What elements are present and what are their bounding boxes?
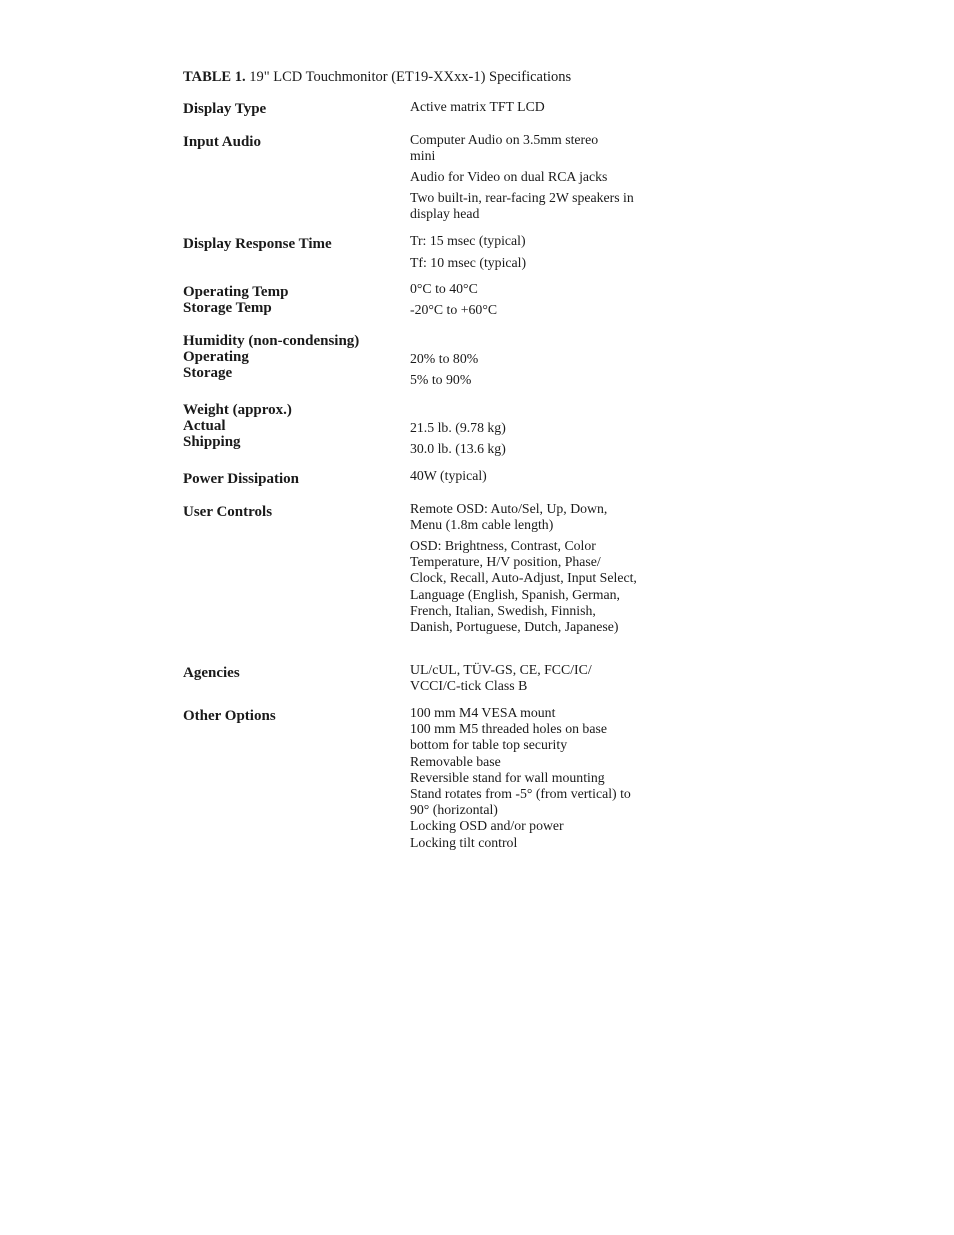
label-storage-temp: Storage Temp xyxy=(183,300,272,316)
value-response-tr: Tr: 15 msec (typical) xyxy=(410,233,526,248)
value-input-audio-computer: Computer Audio on 3.5mm stereo mini xyxy=(410,132,599,164)
other-option-item: 100 mm M5 threaded holes on base bottom for table top security xyxy=(410,721,607,753)
value-operating-temp: 0°C to 40°C xyxy=(410,281,478,296)
value-humidity-storage: 5% to 90% xyxy=(410,372,472,387)
table-caption xyxy=(183,69,571,86)
label-weight: Weight (approx.) xyxy=(183,402,292,418)
value-power-dissipation: 40W (typical) xyxy=(410,468,487,483)
label-other-options: Other Options xyxy=(183,708,276,724)
other-option-item: Locking OSD and/or power xyxy=(410,818,564,834)
value-weight-actual: 21.5 lb. (9.78 kg) xyxy=(410,420,506,435)
other-option-item: Locking tilt control xyxy=(410,834,518,850)
table-caption-text: 19" LCD Touchmonitor (ET19-XXxx-1) Specifications xyxy=(249,69,572,85)
label-power-dissipation: Power Dissipation xyxy=(183,471,299,487)
value-response-tf: Tf: 10 msec (typical) xyxy=(410,255,527,270)
value-input-audio-video: Audio for Video on dual RCA jacks xyxy=(410,169,608,184)
value-display-type: Active matrix TFT LCD xyxy=(410,99,545,114)
value-user-controls-remote: Remote OSD: Auto/Sel, Up, Down, Menu (1.8m cable length) xyxy=(410,501,608,533)
label-display-type: Display Type xyxy=(183,101,267,117)
value-input-audio-speakers: Two built-in, rear-facing 2W speakers in display head xyxy=(410,190,634,222)
label-weight-shipping: Shipping xyxy=(183,434,241,450)
label-display-response-time: Display Response Time xyxy=(183,236,332,252)
label-user-controls: User Controls xyxy=(183,504,273,520)
other-option-item: Stand rotates from -5° (from vertical) to 90° (horizontal) xyxy=(410,786,631,818)
value-weight-shipping: 30.0 lb. (13.6 kg) xyxy=(410,441,506,456)
value-humidity-operating: 20% to 80% xyxy=(410,351,479,366)
label-input-audio: Input Audio xyxy=(183,134,261,150)
label-operating-temp: Operating Temp xyxy=(183,284,289,300)
label-weight-actual: Actual xyxy=(183,418,226,434)
other-option-item: Removable base xyxy=(410,753,501,769)
table-caption-label: TABLE 1. xyxy=(183,69,246,85)
value-other-options xyxy=(410,705,642,851)
label-humidity-storage: Storage xyxy=(183,365,233,381)
value-agencies: UL/cUL, TÜV-GS, CE, FCC/IC/ VCCI/C-tick Class B xyxy=(410,662,592,694)
label-humidity-operating: Operating xyxy=(183,349,249,365)
value-user-controls-osd: OSD: Brightness, Contrast, Color Temperature, H/V position, Phase/ Clock, Recall, Auto-Adjust, Input Select, Language (English, Spanish, German, French, Italian, Swedish, Finnish, Danish, Portuguese, Dutch, Japanese) xyxy=(410,538,637,635)
other-option-item: 100 mm M4 VESA mount xyxy=(410,705,556,720)
other-option-item: Reversible stand for wall mounting xyxy=(410,769,605,785)
value-storage-temp: -20°C to +60°C xyxy=(410,302,498,317)
label-humidity: Humidity (non-condensing) xyxy=(183,333,360,349)
label-agencies: Agencies xyxy=(183,665,240,681)
